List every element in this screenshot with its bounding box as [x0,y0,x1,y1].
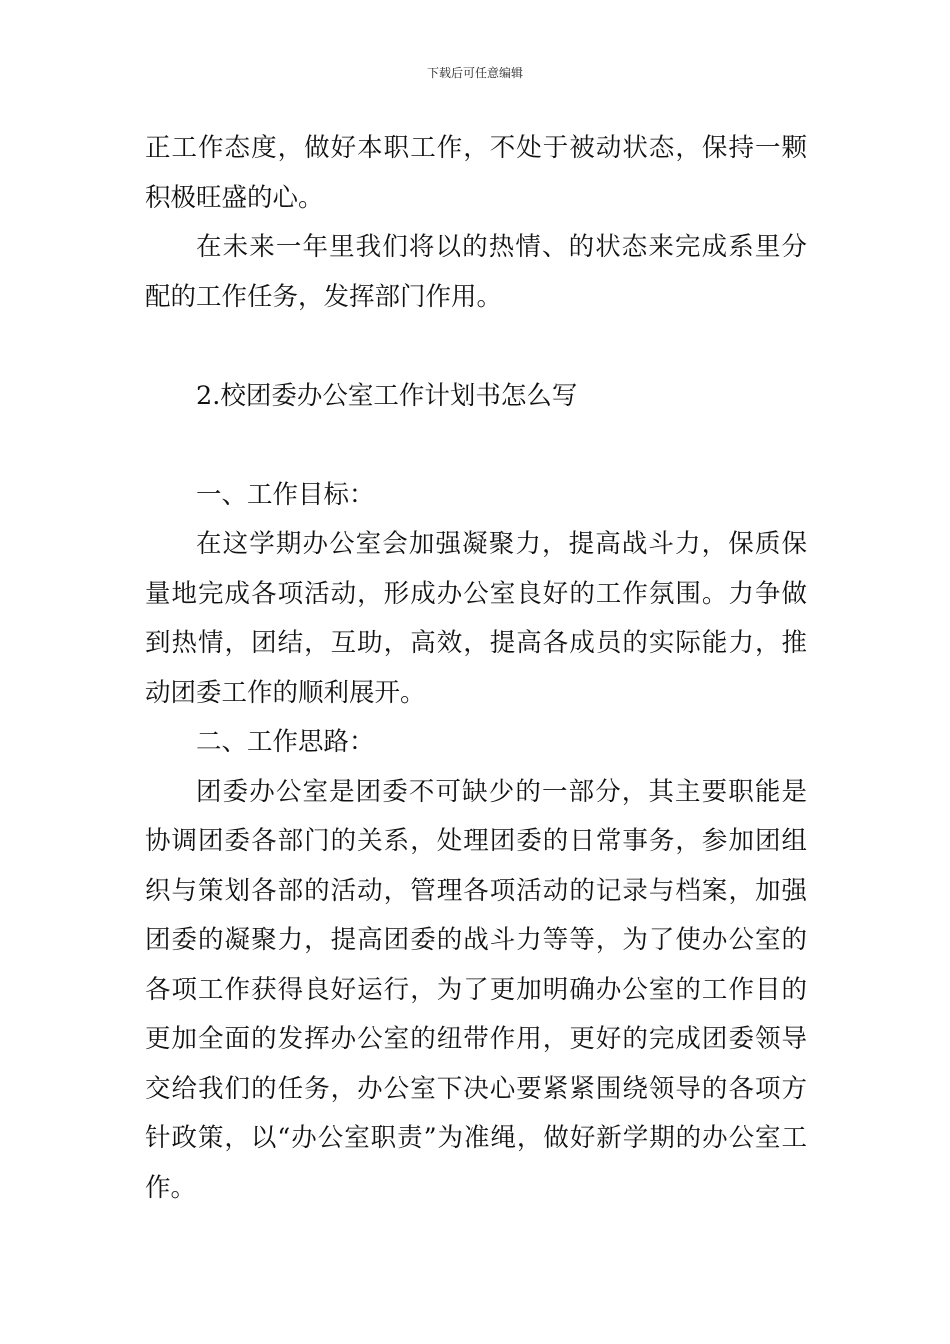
paragraph-future-plan: 在未来一年里我们将以的热情、的状态来完成系里分配的工作任务，发挥部门作用。 [145,232,807,312]
subheading-work-goals: 一、工作目标： [196,479,375,510]
document-body [145,124,807,1213]
paragraph-continuation: 正工作态度，做好本职工作，不处于被动状态，保持一颗积极旺盛的心。 [145,133,807,213]
section-heading: 2.校团委办公室工作计划书怎么写 [196,380,578,411]
subheading-work-ideas: 二、工作思路： [196,727,375,757]
paragraph-work-goals: 在这学期办公室会加强凝聚力，提高战斗力，保质保量地完成各项活动，形成办公室良好的工作氛围。力争做到热情，团结，互助，高效，提高各成员的实际能力，推动团委工作的顺利展开。 [145,529,807,708]
page-header: 下载后可任意编辑 [426,66,523,80]
paragraph-work-ideas: 团委办公室是团委不可缺少的一部分，其主要职能是协调团委各部门的关系，处理团委的日常事务，参加团组织与策划各部的活动，管理各项活动的记录与档案，加强团委的凝聚力，提高团委的战斗力等等，为了使办公室的各项工作获得良好运行，为了更加明确办公室的工作目的更加全面的发挥办公室的纽带作用，更好的完成团委领导交给我们的任务，办公室下决心要紧紧围绕领导的各项方针政策，以“办公室职责”为准绳，做好新学期的办公室工作。 [145,776,807,1203]
